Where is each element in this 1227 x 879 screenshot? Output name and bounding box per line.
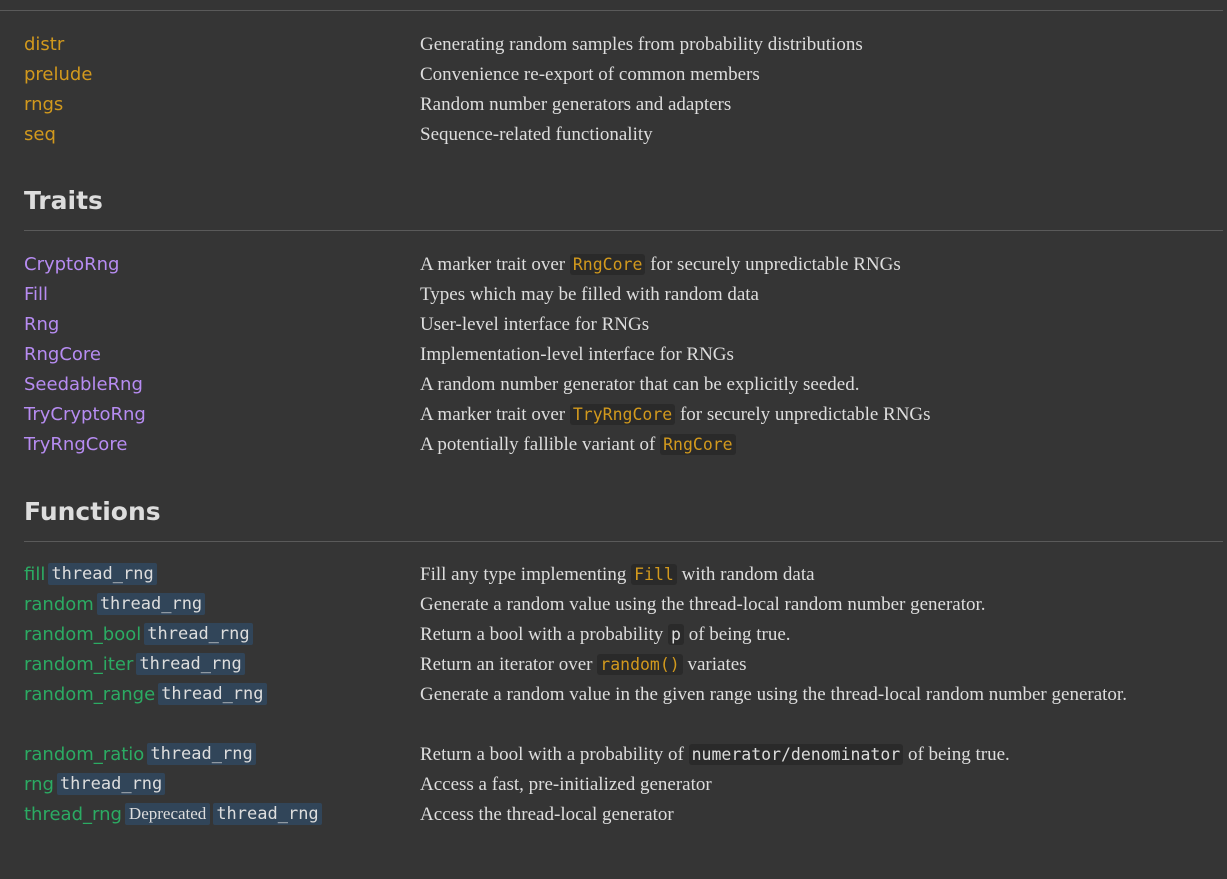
- list-item: [24, 400, 1227, 430]
- feature-badge: thread_rng: [48, 563, 156, 585]
- desc-text: with random data: [676, 564, 815, 585]
- trait-link-trycryptorng[interactable]: TryCryptoRng: [24, 404, 146, 425]
- desc-text: A potentially fallible variant of: [420, 434, 661, 455]
- section-divider: [24, 541, 1223, 542]
- inline-code: p: [668, 624, 684, 645]
- item-name: [24, 560, 157, 590]
- trait-link-fill[interactable]: Fill: [24, 284, 49, 305]
- item-description: Sequence-related functionality: [420, 124, 653, 145]
- trait-link-tryrngcore[interactable]: TryRngCore: [24, 434, 128, 455]
- list-item: [24, 280, 1227, 310]
- function-link-fill[interactable]: fill: [24, 564, 46, 585]
- item-description: User-level interface for RNGs: [420, 314, 650, 335]
- function-link-random-iter[interactable]: random_iter: [24, 654, 134, 675]
- trait-link-seedablerng[interactable]: SeedableRng: [24, 374, 143, 395]
- trait-link-rng[interactable]: Rng: [24, 314, 60, 335]
- list-item: [24, 650, 1227, 680]
- item-description: A random number generator that can be explicitly seeded.: [420, 374, 860, 395]
- desc-text: of being true.: [683, 624, 791, 645]
- function-link-random-bool[interactable]: random_bool: [24, 624, 142, 645]
- list-item: [24, 590, 1227, 620]
- list-item: [24, 120, 1227, 150]
- trait-link-cryptorng[interactable]: CryptoRng: [24, 254, 120, 275]
- item-description: Access the thread-local generator: [420, 804, 674, 825]
- desc-text: Fill any type implementing: [420, 564, 632, 585]
- item-description: [420, 620, 1200, 650]
- trait-link-rngcore[interactable]: RngCore: [24, 344, 102, 365]
- function-link-random-range[interactable]: random_range: [24, 684, 156, 705]
- module-link-distr[interactable]: distr: [24, 34, 65, 55]
- code-link-tryrngcore[interactable]: TryRngCore: [570, 404, 675, 425]
- function-link-random[interactable]: random: [24, 594, 94, 615]
- section-divider: [0, 10, 1223, 11]
- list-item: [24, 30, 1227, 60]
- item-description: Generate a random value using the thread-local random number generator.: [420, 594, 986, 615]
- desc-text: for securely unpredictable RNGs: [675, 404, 931, 425]
- list-item: [24, 370, 1227, 400]
- item-name: [24, 590, 205, 620]
- code-link-rngcore[interactable]: RngCore: [570, 254, 646, 275]
- item-name: [24, 620, 253, 650]
- desc-text: Return a bool with a probability of: [420, 744, 689, 765]
- desc-text: Return a bool with a probability: [420, 624, 669, 645]
- desc-text: variates: [682, 654, 747, 675]
- desc-text: A marker trait over: [420, 254, 570, 275]
- deprecated-badge: Deprecated: [125, 803, 210, 825]
- module-link-rngs[interactable]: rngs: [24, 94, 64, 115]
- inline-code: numerator/denominator: [689, 744, 904, 765]
- item-description: Generating random samples from probability distributions: [420, 34, 863, 55]
- feature-badge: thread_rng: [136, 653, 244, 675]
- list-item: [24, 60, 1227, 90]
- item-description: [420, 400, 1200, 430]
- desc-text: A marker trait over: [420, 404, 570, 425]
- list-item: [24, 340, 1227, 370]
- feature-badge: thread_rng: [158, 683, 266, 705]
- feature-badge: thread_rng: [97, 593, 205, 615]
- item-name: [24, 650, 245, 680]
- list-item: [24, 90, 1227, 120]
- list-item: [24, 310, 1227, 340]
- list-item: [24, 770, 1227, 800]
- feature-badge: thread_rng: [213, 803, 321, 825]
- item-description: [420, 560, 1200, 590]
- item-description: Random number generators and adapters: [420, 94, 732, 115]
- item-description: [420, 650, 1200, 680]
- feature-badge: thread_rng: [144, 623, 252, 645]
- function-link-rng[interactable]: rng: [24, 774, 54, 795]
- code-link-random[interactable]: random(): [597, 654, 682, 675]
- item-name: [24, 740, 256, 770]
- desc-text: for securely unpredictable RNGs: [645, 254, 901, 275]
- feature-badge: thread_rng: [57, 773, 165, 795]
- list-item: [24, 800, 1227, 830]
- item-name: [24, 680, 267, 710]
- modules-list: [24, 30, 1227, 150]
- item-description: [420, 740, 1200, 770]
- desc-text: Return an iterator over: [420, 654, 598, 675]
- item-description: Generate a random value in the given range using the thread-local random number generator.: [420, 684, 1127, 705]
- item-description: [420, 430, 1200, 460]
- code-link-fill[interactable]: Fill: [631, 564, 677, 585]
- traits-heading[interactable]: Traits: [24, 186, 103, 215]
- traits-list: [24, 250, 1227, 460]
- functions-list: [24, 560, 1227, 830]
- list-item: [24, 250, 1227, 280]
- item-description: Implementation-level interface for RNGs: [420, 344, 734, 365]
- item-name: [24, 800, 322, 830]
- list-item: [24, 560, 1227, 590]
- desc-text: of being true.: [903, 744, 1010, 765]
- list-item: [24, 430, 1227, 460]
- list-item: [24, 620, 1227, 650]
- item-description: Convenience re-export of common members: [420, 64, 760, 85]
- item-description: [420, 250, 1200, 280]
- list-item: [24, 740, 1227, 770]
- module-link-prelude[interactable]: prelude: [24, 64, 93, 85]
- module-link-seq[interactable]: seq: [24, 124, 56, 145]
- function-link-random-ratio[interactable]: random_ratio: [24, 744, 145, 765]
- list-item: [24, 680, 1227, 740]
- item-name: [24, 770, 165, 800]
- functions-heading[interactable]: Functions: [24, 497, 161, 526]
- feature-badge: thread_rng: [147, 743, 255, 765]
- function-link-thread-rng[interactable]: thread_rng: [24, 804, 122, 825]
- item-description: Types which may be filled with random data: [420, 284, 759, 305]
- code-link-rngcore[interactable]: RngCore: [660, 434, 736, 455]
- item-description: Access a fast, pre-initialized generator: [420, 774, 712, 795]
- section-divider: [24, 230, 1223, 231]
